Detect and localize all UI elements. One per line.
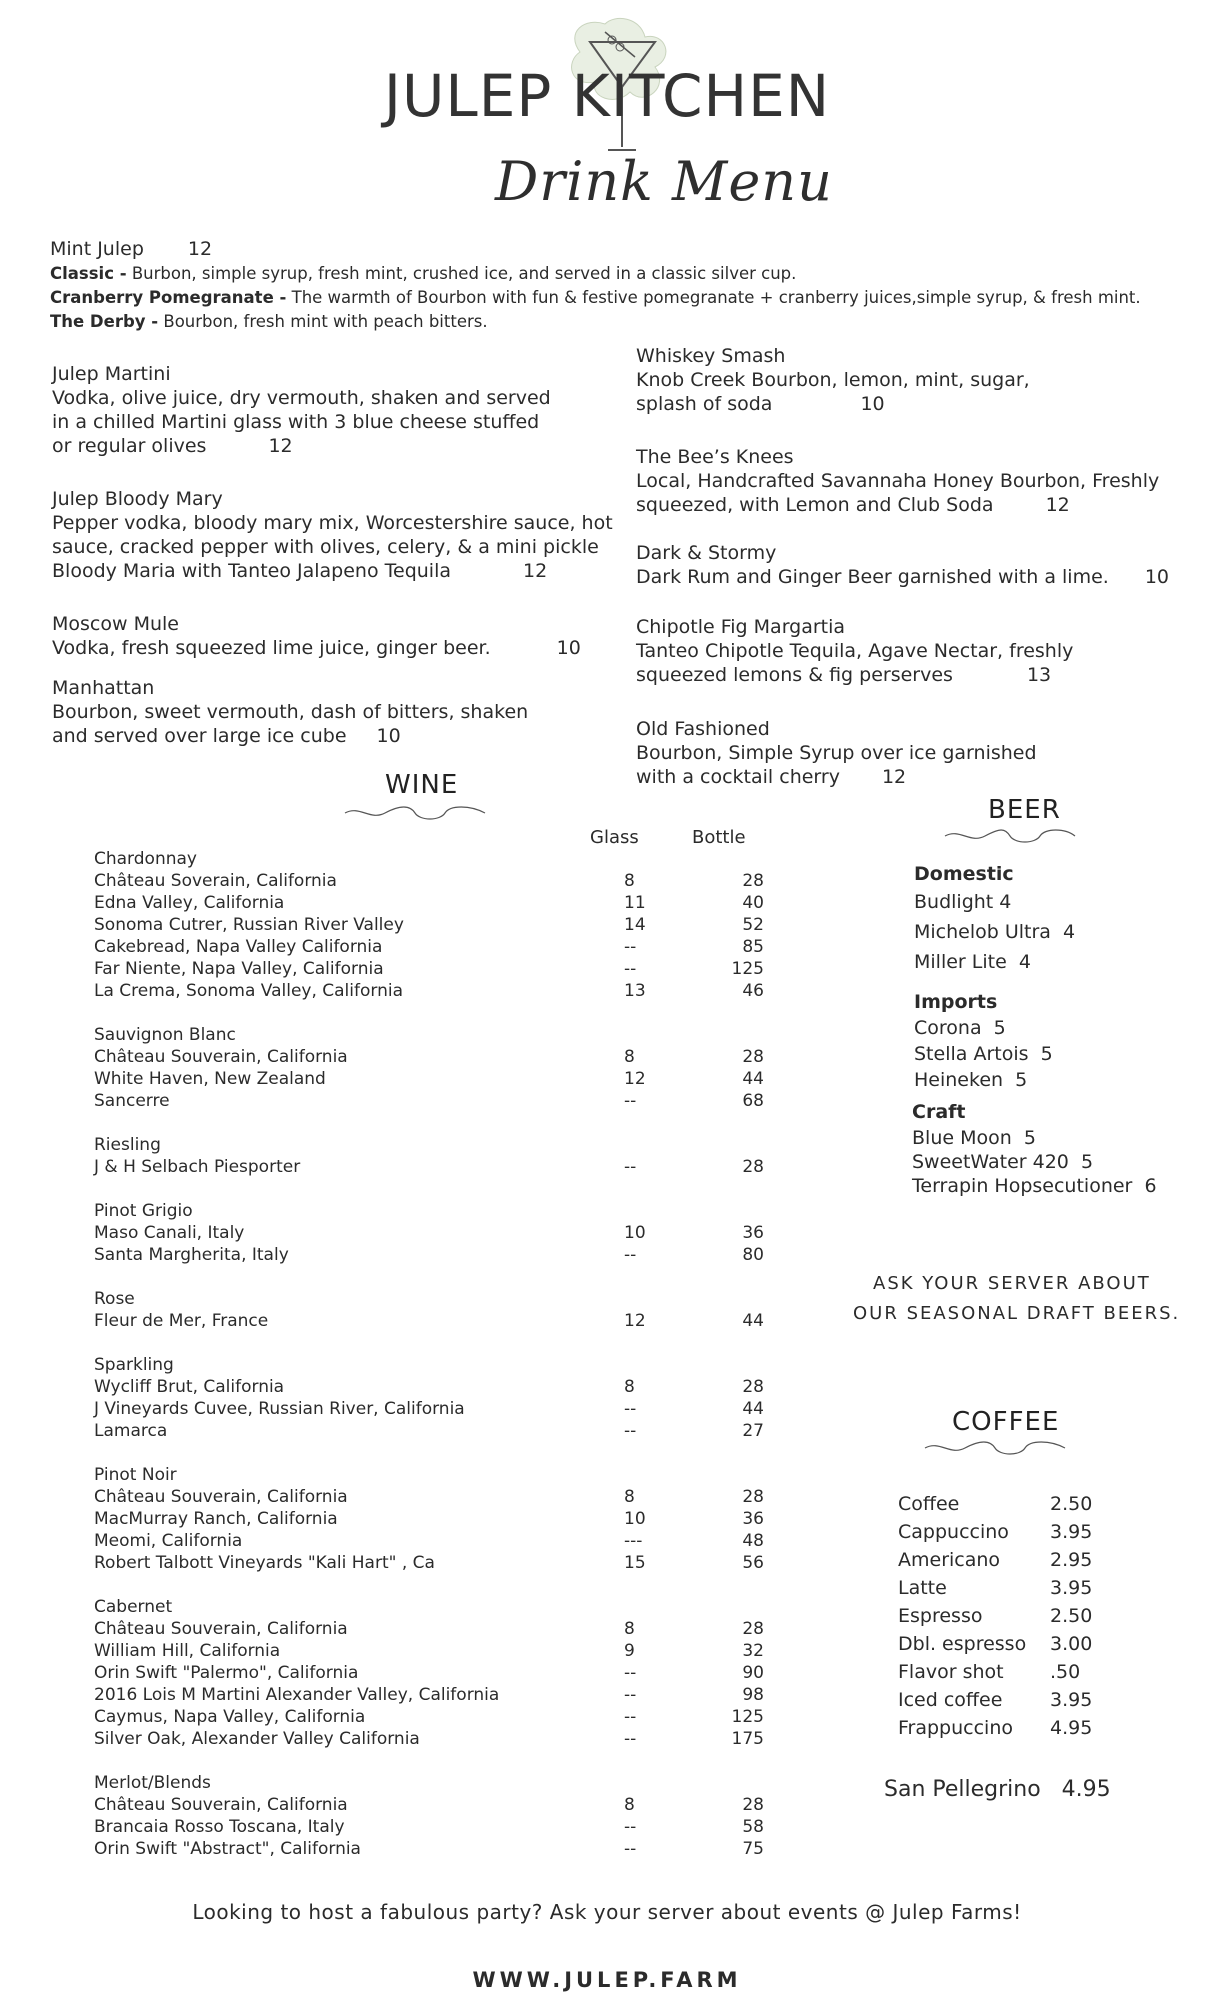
cocktail-description <box>636 469 1159 493</box>
wine-bottle-price: 125 <box>731 1707 764 1727</box>
cocktail-description-text: or regular olives <box>52 435 207 457</box>
flourish-divider-icon <box>940 828 1080 844</box>
beer-category: Craft <box>912 1101 966 1123</box>
cocktail-price: 10 <box>556 637 581 659</box>
coffee-name: Espresso <box>898 1605 983 1627</box>
wine-item <box>94 1156 764 1178</box>
website-link[interactable]: WWW.JULEP.FARM <box>472 1968 742 1992</box>
cocktail-description <box>52 511 613 535</box>
wine-name: Château Souverain, California <box>94 1795 348 1815</box>
cocktail-name: Chipotle Fig Margartia <box>636 616 846 638</box>
wine-item <box>94 1310 764 1332</box>
wine-name: Robert Talbott Vineyards "Kali Hart" , Ca <box>94 1553 435 1573</box>
wine-bottle-price: 58 <box>742 1817 764 1837</box>
wine-glass-price: 9 <box>624 1641 635 1661</box>
wine-item <box>94 1728 764 1750</box>
wine-bottle-price: 36 <box>742 1223 764 1243</box>
wine-item <box>94 1552 764 1574</box>
cocktail-price: 12 <box>1045 494 1070 516</box>
wine-name: Orin Swift "Palermo", California <box>94 1663 359 1683</box>
wine-bottle-price: 27 <box>742 1421 764 1441</box>
wine-name: Brancaia Rosso Toscana, Italy <box>94 1817 345 1837</box>
wine-bottle-price: 28 <box>742 871 764 891</box>
wine-bottle-price: 32 <box>742 1641 764 1661</box>
cocktail-description-text: with a cocktail cherry <box>636 766 840 788</box>
wine-category <box>94 1288 764 1310</box>
coffee-price: 4.95 <box>1050 1717 1093 1739</box>
cocktail-name: The Bee’s Knees <box>636 446 794 468</box>
cocktail-description-text: and served over large ice cube <box>52 725 347 747</box>
cocktail-price: 13 <box>1026 664 1052 686</box>
coffee-name: Americano <box>898 1549 1001 1571</box>
wine-category <box>94 1772 764 1794</box>
wine-item <box>94 1530 764 1552</box>
wine-category-name: Merlot/Blends <box>94 1773 211 1793</box>
wine-glass-price: --- <box>624 1531 643 1551</box>
beer-category: Imports <box>914 991 998 1013</box>
wine-bottle-price: 90 <box>742 1663 764 1683</box>
wine-item <box>94 1508 764 1530</box>
wine-bottle-label: Bottle <box>692 827 746 848</box>
wine-name: J & H Selbach Piesporter <box>94 1157 301 1177</box>
wine-bottle-price: 28 <box>742 1157 764 1177</box>
cocktail-description <box>52 724 401 748</box>
beer-item: SweetWater 420 5 <box>912 1151 1094 1173</box>
cocktail-price: 12 <box>881 766 907 788</box>
cocktail-description-text: Bourbon, Simple Syrup over ice garnished <box>636 742 1037 764</box>
mint-julep-variant: The Derby - Bourbon, fresh mint with peach bitters. <box>50 312 488 331</box>
draft-note-line1: ASK YOUR SERVER ABOUT <box>873 1273 1151 1294</box>
san-pellegrino: San Pellegrino 4.95 <box>884 1777 1111 1802</box>
coffee-name: Flavor shot <box>898 1661 1004 1683</box>
flourish-divider-icon <box>340 805 490 821</box>
wine-item <box>94 1640 764 1662</box>
brand-logo: JULEP KITCHEN <box>383 62 831 130</box>
cocktail-description <box>52 535 599 559</box>
wine-category-name: Sparkling <box>94 1355 174 1375</box>
wine-item <box>94 1090 764 1112</box>
coffee-heading: COFFEE <box>952 1407 1060 1437</box>
wine-bottle-price: 28 <box>742 1487 764 1507</box>
beer-heading: BEER <box>988 795 1061 825</box>
wine-bottle-price: 75 <box>742 1839 764 1859</box>
wine-glass-price: -- <box>624 1817 637 1837</box>
wine-name: Château Souverain, California <box>94 1619 348 1639</box>
wine-glass-price: -- <box>624 1685 637 1705</box>
wine-item <box>94 1816 764 1838</box>
wine-glass-price: 15 <box>624 1553 646 1573</box>
cocktail-description <box>52 636 581 660</box>
wine-name: Edna Valley, California <box>94 893 285 913</box>
cocktail-name: Old Fashioned <box>636 718 770 740</box>
wine-name: Far Niente, Napa Valley, California <box>94 959 384 979</box>
menu-subtitle: Drink Menu <box>495 150 833 213</box>
wine-item <box>94 1046 764 1068</box>
wine-item <box>94 936 764 958</box>
wine-glass-price: -- <box>624 1245 637 1265</box>
coffee-price: 2.50 <box>1050 1605 1093 1627</box>
wine-name: J Vineyards Cuvee, Russian River, California <box>94 1399 465 1419</box>
wine-glass-price: 8 <box>624 871 635 891</box>
cocktail-name: Julep Martini <box>52 363 171 385</box>
wine-bottle-price: 40 <box>742 893 764 913</box>
wine-category <box>94 1134 764 1156</box>
cocktail-description-text: Bloody Maria with Tanteo Jalapeno Tequila <box>52 560 452 582</box>
wine-glass-price: -- <box>624 1157 637 1177</box>
cocktail-price: 12 <box>268 435 293 457</box>
wine-name: Silver Oak, Alexander Valley California <box>94 1729 420 1749</box>
wine-bottle-price: 46 <box>742 981 764 1001</box>
wine-category-name: Pinot Grigio <box>94 1201 193 1221</box>
wine-glass-price: 8 <box>624 1377 635 1397</box>
cocktail-name: Whiskey Smash <box>636 345 786 367</box>
wine-category-name: Pinot Noir <box>94 1465 177 1485</box>
wine-category <box>94 1354 764 1376</box>
wine-glass-price: -- <box>624 959 637 979</box>
coffee-price: .50 <box>1050 1661 1081 1683</box>
beer-item: Miller Lite 4 <box>914 951 1031 973</box>
wine-item <box>94 870 764 892</box>
wine-glass-price: -- <box>624 1839 637 1859</box>
mint-julep-variant: Cranberry Pomegranate - The warmth of Bourbon with fun & festive pomegranate + cranberry juices,simple syrup, & fresh mint. <box>50 288 1141 307</box>
wine-name: William Hill, California <box>94 1641 281 1661</box>
cocktail-price: 10 <box>1144 566 1170 588</box>
party-note: Looking to host a fabulous party? Ask your server about events @ Julep Farms! <box>192 1900 1022 1924</box>
cocktail-description-text: Vodka, olive juice, dry vermouth, shaken and served <box>52 387 551 409</box>
wine-bottle-price: 44 <box>742 1069 764 1089</box>
wine-glass-price: -- <box>624 1729 637 1749</box>
cocktail-description <box>52 410 539 434</box>
wine-category-name: Riesling <box>94 1135 161 1155</box>
wine-glass-price: 10 <box>624 1223 646 1243</box>
wine-glass-price: 13 <box>624 981 646 1001</box>
wine-bottle-price: 48 <box>742 1531 764 1551</box>
wine-name: Maso Canali, Italy <box>94 1223 245 1243</box>
wine-category <box>94 1200 764 1222</box>
cocktail-price: 10 <box>860 393 885 415</box>
wine-bottle-price: 44 <box>742 1399 764 1419</box>
wine-item <box>94 1068 764 1090</box>
wine-bottle-price: 28 <box>742 1619 764 1639</box>
wine-glass-price: 8 <box>624 1795 635 1815</box>
wine-item <box>94 1398 764 1420</box>
wine-glass-price: -- <box>624 1399 637 1419</box>
cocktail-description-text: squeezed lemons & fig perserves <box>636 664 953 686</box>
wine-item <box>94 1684 764 1706</box>
beer-item: Corona 5 <box>914 1017 1006 1039</box>
beer-item: Blue Moon 5 <box>912 1127 1036 1149</box>
coffee-name: Cappuccino <box>898 1521 1009 1543</box>
cocktail-description <box>52 559 547 583</box>
cocktail-description <box>636 765 906 789</box>
wine-item <box>94 1794 764 1816</box>
beer-item: Stella Artois 5 <box>914 1043 1053 1065</box>
mint-julep-title: Mint Julep 12 <box>50 238 213 260</box>
wine-glass-price: 14 <box>624 915 646 935</box>
wine-name: Wycliff Brut, California <box>94 1377 285 1397</box>
wine-name: Cakebread, Napa Valley California <box>94 937 383 957</box>
cocktail-description <box>52 434 293 458</box>
wine-name: Orin Swift "Abstract", California <box>94 1839 361 1859</box>
wine-glass-label: Glass <box>590 827 639 848</box>
wine-bottle-price: 28 <box>742 1377 764 1397</box>
wine-item <box>94 1662 764 1684</box>
wine-glass-price: 12 <box>624 1069 646 1089</box>
wine-bottle-price: 44 <box>742 1311 764 1331</box>
wine-bottle-price: 80 <box>742 1245 764 1265</box>
wine-item <box>94 980 764 1002</box>
coffee-name: Latte <box>898 1577 947 1599</box>
cocktail-description <box>636 392 885 416</box>
beer-item: Heineken 5 <box>914 1069 1028 1091</box>
flourish-divider-icon <box>920 1440 1070 1456</box>
wine-bottle-price: 28 <box>742 1795 764 1815</box>
wine-glass-price: 8 <box>624 1619 635 1639</box>
wine-item <box>94 1618 764 1640</box>
beer-category: Domestic <box>914 863 1014 885</box>
cocktail-name: Moscow Mule <box>52 613 179 635</box>
cocktail-description-text: Dark Rum and Ginger Beer garnished with a lime. <box>636 566 1109 588</box>
cocktail-description <box>636 565 1169 589</box>
coffee-price: 2.50 <box>1050 1493 1093 1515</box>
wine-glass-price: -- <box>624 937 637 957</box>
wine-item <box>94 958 764 980</box>
cocktail-description-text: Bourbon, sweet vermouth, dash of bitters, shaken <box>52 701 529 723</box>
wine-glass-price: 8 <box>624 1487 635 1507</box>
wine-glass-price: 10 <box>624 1509 646 1529</box>
cocktail-description-text: Pepper vodka, bloody mary mix, Worcestershire sauce, hot <box>52 512 613 534</box>
cocktail-description <box>636 663 1051 687</box>
wine-item <box>94 1244 764 1266</box>
wine-item <box>94 1706 764 1728</box>
cocktail-description-text: Tanteo Chipotle Tequila, Agave Nectar, freshly <box>636 640 1074 662</box>
wine-glass-price: -- <box>624 1707 637 1727</box>
wine-name: MacMurray Ranch, California <box>94 1509 338 1529</box>
cocktail-description <box>636 639 1073 663</box>
coffee-price: 3.95 <box>1050 1577 1093 1599</box>
wine-bottle-price: 68 <box>742 1091 764 1111</box>
wine-glass-price: -- <box>624 1421 637 1441</box>
cocktail-description-text: sauce, cracked pepper with olives, celery, & a mini pickle <box>52 536 599 558</box>
beer-item: Michelob Ultra 4 <box>914 921 1076 943</box>
draft-note-line2: OUR SEASONAL DRAFT BEERS. <box>853 1303 1181 1324</box>
coffee-price: 3.00 <box>1050 1633 1093 1655</box>
wine-bottle-price: 56 <box>742 1553 764 1573</box>
wine-item <box>94 1376 764 1398</box>
beer-item: Budlight 4 <box>914 891 1012 913</box>
wine-name: Sancerre <box>94 1091 170 1111</box>
wine-item <box>94 1838 764 1860</box>
wine-name: La Crema, Sonoma Valley, California <box>94 981 403 1001</box>
wine-glass-price: 12 <box>624 1311 646 1331</box>
wine-name: Caymus, Napa Valley, California <box>94 1707 366 1727</box>
wine-category-name: Chardonnay <box>94 849 197 869</box>
wine-name: Château Souverain, California <box>94 1047 348 1067</box>
wine-glass-price: 11 <box>624 893 646 913</box>
wine-bottle-price: 36 <box>742 1509 764 1529</box>
wine-name: Château Soverain, California <box>94 871 337 891</box>
wine-item <box>94 1222 764 1244</box>
wine-category-name: Cabernet <box>94 1597 173 1617</box>
wine-glass-price: 8 <box>624 1047 635 1067</box>
cocktail-description-text: in a chilled Martini glass with 3 blue cheese stuffed <box>52 411 540 433</box>
coffee-price: 3.95 <box>1050 1689 1093 1711</box>
wine-bottle-price: 85 <box>742 937 764 957</box>
wine-bottle-price: 28 <box>742 1047 764 1067</box>
coffee-name: Coffee <box>898 1493 960 1515</box>
cocktail-name: Julep Bloody Mary <box>52 488 223 510</box>
cocktail-description-text: squeezed, with Lemon and Club Soda <box>636 494 994 516</box>
cocktail-name: Dark & Stormy <box>636 542 777 564</box>
wine-name: Sonoma Cutrer, Russian River Valley <box>94 915 404 935</box>
wine-name: Santa Margherita, Italy <box>94 1245 289 1265</box>
coffee-name: Iced coffee <box>898 1689 1003 1711</box>
wine-name: Meomi, California <box>94 1531 243 1551</box>
wine-category-name: Sauvignon Blanc <box>94 1025 236 1045</box>
cocktail-description <box>636 493 1070 517</box>
mint-julep-variant: Classic - Burbon, simple syrup, fresh mint, crushed ice, and served in a classic silver cup. <box>50 264 797 283</box>
wine-bottle-price: 98 <box>742 1685 764 1705</box>
wine-name: 2016 Lois M Martini Alexander Valley, California <box>94 1685 500 1705</box>
wine-bottle-price: 52 <box>742 915 764 935</box>
wine-item <box>94 1486 764 1508</box>
cocktail-price: 10 <box>376 725 401 747</box>
wine-glass-price: -- <box>624 1663 637 1683</box>
cocktail-name: Manhattan <box>52 677 155 699</box>
wine-item <box>94 1420 764 1442</box>
cocktail-description <box>636 741 1037 765</box>
cocktail-price: 12 <box>523 560 548 582</box>
coffee-price: 2.95 <box>1050 1549 1093 1571</box>
wine-category <box>94 1024 764 1046</box>
cocktail-description-text: Local, Handcrafted Savannaha Honey Bourbon, Freshly <box>636 470 1160 492</box>
wine-name: Fleur de Mer, France <box>94 1311 269 1331</box>
coffee-name: Frappuccino <box>898 1717 1014 1739</box>
wine-category <box>94 1464 764 1486</box>
cocktail-description <box>636 368 1030 392</box>
wine-heading: WINE <box>385 770 459 800</box>
coffee-price: 3.95 <box>1050 1521 1093 1543</box>
wine-category <box>94 1596 764 1618</box>
wine-glass-price: -- <box>624 1091 637 1111</box>
wine-item <box>94 892 764 914</box>
wine-bottle-price: 125 <box>731 959 764 979</box>
beer-item: Terrapin Hopsecutioner 6 <box>912 1175 1157 1197</box>
wine-name: White Haven, New Zealand <box>94 1069 326 1089</box>
wine-name: Château Souverain, California <box>94 1487 348 1507</box>
coffee-name: Dbl. espresso <box>898 1633 1027 1655</box>
wine-category-name: Rose <box>94 1289 135 1309</box>
cocktail-description-text: Vodka, fresh squeezed lime juice, ginger beer. <box>52 637 491 659</box>
wine-name: Lamarca <box>94 1421 168 1441</box>
cocktail-description <box>52 386 551 410</box>
cocktail-description <box>52 700 528 724</box>
cocktail-description-text: splash of soda <box>636 393 773 415</box>
cocktail-description-text: Knob Creek Bourbon, lemon, mint, sugar, <box>636 369 1030 391</box>
wine-category <box>94 848 764 870</box>
wine-item <box>94 914 764 936</box>
wine-bottle-price: 175 <box>731 1729 764 1749</box>
